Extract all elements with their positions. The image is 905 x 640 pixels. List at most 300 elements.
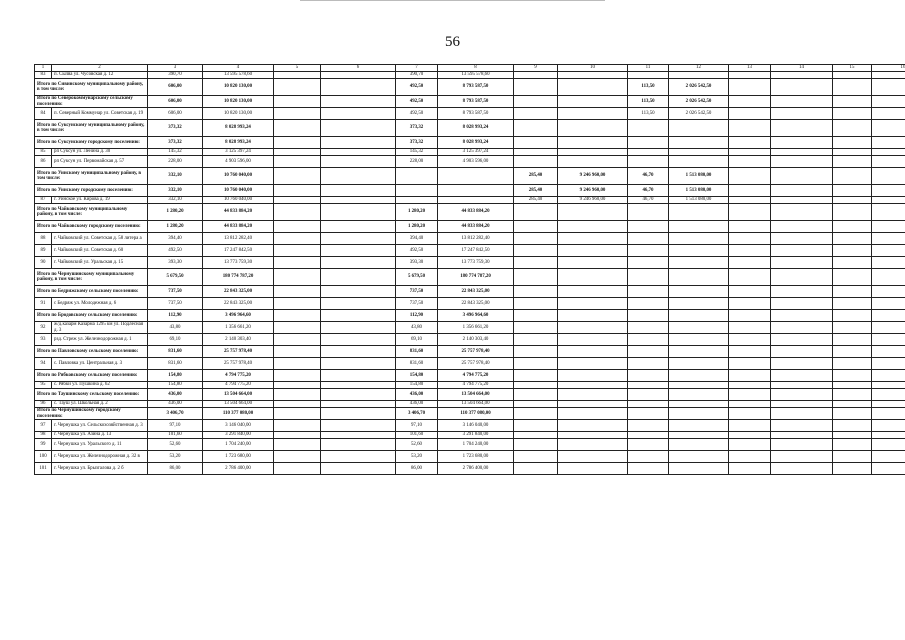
table-cell: 97,10	[396, 420, 438, 432]
table-cell	[274, 204, 321, 221]
table-cell: 9 246 960,00	[558, 185, 628, 197]
table-cell	[771, 420, 833, 432]
table-row	[35, 156, 905, 168]
table-cell	[669, 221, 729, 233]
table-cell	[833, 245, 872, 257]
table-cell	[274, 120, 321, 137]
table-cell	[833, 463, 872, 475]
table-cell	[872, 432, 905, 439]
table-cell: Итого по Уинскому муниципальному району, в том числе:	[35, 168, 148, 185]
table-row	[35, 72, 905, 79]
table-row	[35, 432, 905, 439]
table-cell	[729, 245, 771, 257]
table-cell: 1 280,20	[148, 221, 203, 233]
table-cell: 17 247 842,50	[438, 245, 514, 257]
table-cell: 3 496 964,60	[203, 310, 274, 322]
table-cell: 110 377 080,00	[438, 408, 514, 420]
table-cell	[833, 72, 872, 79]
table-cell	[771, 451, 833, 463]
table-cell	[833, 257, 872, 269]
table-cell: 393,30	[148, 257, 203, 269]
table-cell: 3 146 040,00	[438, 420, 514, 432]
table-cell	[771, 149, 833, 156]
table-cell	[274, 346, 321, 358]
table-cell	[558, 370, 628, 382]
table-cell: 8 028 993,24	[203, 120, 274, 137]
table-cell	[833, 204, 872, 221]
table-cell	[872, 286, 905, 298]
table-cell	[669, 322, 729, 334]
table-cell: 44 833 884,20	[203, 221, 274, 233]
table-cell: 85	[35, 149, 52, 156]
table-cell: 1 513 080,00	[669, 185, 729, 197]
subtotal-row	[35, 346, 905, 358]
header-cell: 14	[771, 65, 833, 72]
table-cell	[628, 346, 669, 358]
header-cell: 12	[669, 65, 729, 72]
table-cell	[321, 334, 396, 346]
table-cell	[771, 108, 833, 120]
table-cell	[729, 137, 771, 149]
table-cell	[729, 185, 771, 197]
table-cell	[771, 310, 833, 322]
table-cell	[514, 358, 558, 370]
table-cell	[872, 382, 905, 389]
table-cell: Итого по Сивинскому муниципальному району, в том числе:	[35, 79, 148, 96]
table-cell: 831,60	[148, 346, 203, 358]
table-cell: 97	[35, 420, 52, 432]
table-cell: 3 125 397,24	[438, 149, 514, 156]
table-cell: 96	[35, 401, 52, 408]
table-cell: Итого по Чернушинскому муниципальному району, в том числе:	[35, 269, 148, 286]
table-cell	[669, 420, 729, 432]
table-cell: г. Чернушка ул. Азина д. 13	[52, 432, 148, 439]
table-cell	[833, 310, 872, 322]
table-cell: 228,00	[396, 156, 438, 168]
table-cell	[321, 310, 396, 322]
table-cell	[833, 185, 872, 197]
table-cell: Итого по Павловскому сельскому поселению:	[35, 346, 148, 358]
table-cell: 154,80	[396, 370, 438, 382]
table-cell: 13 773 759,30	[438, 257, 514, 269]
table-cell	[833, 79, 872, 96]
table-cell: 69,10	[396, 334, 438, 346]
table-cell: 1 704 240,00	[203, 439, 274, 451]
table-cell	[514, 310, 558, 322]
table-cell	[872, 221, 905, 233]
table-cell: 3 406,70	[148, 408, 203, 420]
header-cell: 8	[438, 65, 514, 72]
table-cell: 17 247 842,50	[203, 245, 274, 257]
table-cell	[669, 432, 729, 439]
table-cell	[771, 269, 833, 286]
table-cell: Итого по Бедрижскому сельскому поселению:	[35, 286, 148, 298]
table-cell: 606,00	[148, 108, 203, 120]
table-cell	[558, 439, 628, 451]
table-cell: Итого по Чайковскому городскому поселению:	[35, 221, 148, 233]
table-cell	[771, 204, 833, 221]
subtotal-row	[35, 79, 905, 96]
table-cell: 436,00	[396, 389, 438, 401]
table-cell	[729, 197, 771, 204]
table-cell	[771, 334, 833, 346]
table-cell	[321, 420, 396, 432]
table-cell: 492,50	[396, 108, 438, 120]
table-cell	[872, 389, 905, 401]
table-cell	[771, 185, 833, 197]
table-cell	[321, 245, 396, 257]
table-cell: 4 794 775,20	[203, 382, 274, 389]
table-cell	[872, 439, 905, 451]
table-cell: 88	[35, 233, 52, 245]
table-cell: 285,40	[514, 185, 558, 197]
table-cell: 373,32	[148, 120, 203, 137]
table-cell	[558, 322, 628, 334]
table-cell	[514, 156, 558, 168]
table-cell: 1 723 680,00	[203, 451, 274, 463]
table-cell	[669, 72, 729, 79]
table-cell: г. Чайковский ул. Советская д. 60	[52, 245, 148, 257]
table-cell: 394,40	[396, 233, 438, 245]
table-cell: Итого по Чайковскому муниципальному району, в том числе:	[35, 204, 148, 221]
table-cell	[514, 322, 558, 334]
table-cell	[729, 408, 771, 420]
table-row	[35, 334, 905, 346]
table-cell: 8 028 993,24	[438, 137, 514, 149]
table-cell: 97,10	[148, 420, 203, 432]
table-cell	[321, 120, 396, 137]
table-cell	[729, 79, 771, 96]
table-cell: 373,32	[396, 120, 438, 137]
table-cell	[514, 401, 558, 408]
table-cell	[321, 257, 396, 269]
table-cell	[396, 168, 438, 185]
header-cell: 3	[148, 65, 203, 72]
table-cell	[729, 382, 771, 389]
table-cell	[321, 298, 396, 310]
table-cell	[321, 451, 396, 463]
table-cell	[833, 221, 872, 233]
table-cell: 180 774 787,20	[203, 269, 274, 286]
table-cell: 13 504 664,00	[438, 389, 514, 401]
table-cell	[771, 96, 833, 108]
table-row	[35, 233, 905, 245]
table-cell	[321, 137, 396, 149]
table-cell: 69,10	[148, 334, 203, 346]
table-cell: 737,50	[396, 286, 438, 298]
table-cell	[771, 221, 833, 233]
table-cell	[729, 370, 771, 382]
table-cell	[729, 120, 771, 137]
table-cell	[628, 149, 669, 156]
table-cell: 2 026 542,50	[669, 96, 729, 108]
header-cell: 16	[872, 65, 905, 72]
table-cell	[628, 451, 669, 463]
table-cell: 831,60	[396, 346, 438, 358]
table-cell	[872, 108, 905, 120]
table-cell: 10 760 040,00	[203, 197, 274, 204]
table-cell	[872, 451, 905, 463]
table-cell: 110 377 080,00	[203, 408, 274, 420]
table-cell	[729, 420, 771, 432]
table-cell	[558, 310, 628, 322]
table-cell	[872, 197, 905, 204]
table-cell	[628, 72, 669, 79]
table-cell	[771, 463, 833, 475]
table-cell	[628, 420, 669, 432]
table-cell: 393,30	[396, 257, 438, 269]
table-cell	[321, 185, 396, 197]
table-cell	[558, 286, 628, 298]
table-cell: Итого по Бродовскому сельскому поселению:	[35, 310, 148, 322]
table-cell	[771, 346, 833, 358]
table-cell: 87	[35, 197, 52, 204]
table-cell: 101	[35, 463, 52, 475]
table-cell	[669, 439, 729, 451]
table-cell	[558, 432, 628, 439]
table-cell: г. Чернушка ул. Сельскохозяйственная д. 3	[52, 420, 148, 432]
table-cell	[514, 334, 558, 346]
table-cell	[321, 389, 396, 401]
table-cell	[729, 432, 771, 439]
table-cell	[872, 269, 905, 286]
table-row	[35, 108, 905, 120]
table-cell: 25 757 978,40	[203, 346, 274, 358]
table-cell	[628, 221, 669, 233]
table-cell: 3 291 840,00	[438, 432, 514, 439]
table-cell: 737,50	[148, 298, 203, 310]
table-cell	[558, 233, 628, 245]
table-cell: 10 760 040,00	[203, 168, 274, 185]
table-cell	[274, 168, 321, 185]
table-cell: 3 146 040,00	[203, 420, 274, 432]
table-cell	[514, 120, 558, 137]
table-cell: 1 704 240,00	[438, 439, 514, 451]
table-cell	[514, 72, 558, 79]
table-cell: г. Уинское ул. Кирова д. 19	[52, 197, 148, 204]
table-cell: 43,80	[148, 322, 203, 334]
table-cell: 86,00	[148, 463, 203, 475]
table-cell	[771, 370, 833, 382]
table-cell	[274, 156, 321, 168]
table-cell: 112,90	[396, 310, 438, 322]
table-cell	[558, 269, 628, 286]
table-cell	[274, 185, 321, 197]
table-cell	[771, 401, 833, 408]
table-cell: 606,00	[148, 96, 203, 108]
table-cell: 10 820 130,00	[203, 79, 274, 96]
table-cell: Итого по Чернушинскому городскому поселению:	[35, 408, 148, 420]
table-cell	[321, 286, 396, 298]
table-cell	[321, 197, 396, 204]
table-cell	[833, 334, 872, 346]
table-cell	[729, 221, 771, 233]
table-cell	[872, 298, 905, 310]
table-cell	[321, 408, 396, 420]
table-row	[35, 439, 905, 451]
table-cell	[628, 322, 669, 334]
table-cell	[274, 420, 321, 432]
table-cell: 89	[35, 245, 52, 257]
table-cell	[321, 221, 396, 233]
table-cell	[274, 310, 321, 322]
table-cell	[321, 168, 396, 185]
table-cell: 22 843 325,00	[203, 298, 274, 310]
table-cell: 228,00	[148, 156, 203, 168]
header-row	[35, 65, 905, 72]
table-cell	[628, 269, 669, 286]
subtotal-row	[35, 221, 905, 233]
table-cell: 99	[35, 439, 52, 451]
table-cell: 113,50	[628, 96, 669, 108]
table-cell	[628, 233, 669, 245]
table-cell: 4 794 775,20	[438, 370, 514, 382]
table-cell	[558, 298, 628, 310]
table-cell	[872, 149, 905, 156]
top-edge-line	[300, 0, 605, 1]
page-number: 56	[445, 34, 460, 50]
table-cell: 1 356 661,20	[438, 322, 514, 334]
table-cell	[669, 408, 729, 420]
table-cell: 53,20	[148, 451, 203, 463]
table-cell	[321, 370, 396, 382]
table-cell	[833, 432, 872, 439]
table-cell	[729, 451, 771, 463]
table-cell: 86	[35, 156, 52, 168]
table-cell	[628, 408, 669, 420]
table-cell: 831,60	[148, 358, 203, 370]
table-cell	[396, 197, 438, 204]
table-cell: Итого по Уинскому городскому поселению:	[35, 185, 148, 197]
table-cell	[558, 334, 628, 346]
table-cell	[771, 233, 833, 245]
table-cell: 100	[35, 451, 52, 463]
table-cell: 25 757 978,40	[438, 346, 514, 358]
table-cell: 8 793 587,50	[438, 96, 514, 108]
table-cell: Итого по Северокоммунарскому сельскому поселению:	[35, 96, 148, 108]
table-cell	[771, 79, 833, 96]
table-cell: 101,60	[148, 432, 203, 439]
table-cell: Итого по Суксунскому городскому поселению:	[35, 137, 148, 149]
table-cell	[514, 382, 558, 389]
table-cell: 1 280,20	[396, 204, 438, 221]
table-cell: с Бедряж ул. Молодежная д. 6	[52, 298, 148, 310]
table-cell: с. Тауш ул. Школьная д. 2	[52, 401, 148, 408]
table-cell	[438, 185, 514, 197]
table-cell	[321, 233, 396, 245]
subtotal-row	[35, 286, 905, 298]
table-cell: 180 774 787,20	[438, 269, 514, 286]
table-row	[35, 298, 905, 310]
table-row	[35, 257, 905, 269]
table-cell	[833, 149, 872, 156]
table-cell	[729, 401, 771, 408]
table-cell	[274, 137, 321, 149]
table-cell	[274, 269, 321, 286]
table-cell: 145,32	[148, 149, 203, 156]
table-cell	[872, 334, 905, 346]
header-cell: 2	[52, 65, 148, 72]
table-row	[35, 149, 905, 156]
table-cell: 390,70	[148, 72, 203, 79]
table-cell: с. Рябки ул. Пушкина д. 62	[52, 382, 148, 389]
table-cell	[321, 72, 396, 79]
table-cell: 492,50	[148, 245, 203, 257]
table-cell: Итого по Рябковскому сельскому поселению:	[35, 370, 148, 382]
table-cell	[321, 439, 396, 451]
table-cell	[833, 451, 872, 463]
table-cell: 10 820 130,00	[203, 96, 274, 108]
table-cell	[669, 233, 729, 245]
table-cell	[833, 108, 872, 120]
table-cell	[771, 120, 833, 137]
table-cell: 46,70	[628, 197, 669, 204]
table-cell	[729, 346, 771, 358]
table-cell	[558, 420, 628, 432]
table-cell	[321, 156, 396, 168]
table-cell	[833, 137, 872, 149]
table-cell	[872, 358, 905, 370]
table-cell: 13 595 578,60	[438, 72, 514, 79]
table-cell: 13 504 664,00	[203, 389, 274, 401]
table-cell	[729, 322, 771, 334]
table-cell	[321, 346, 396, 358]
table-cell: 492,50	[396, 245, 438, 257]
table-cell	[669, 401, 729, 408]
table-cell	[669, 245, 729, 257]
table-cell	[669, 137, 729, 149]
table-cell	[438, 168, 514, 185]
table-cell	[833, 322, 872, 334]
table-cell	[321, 401, 396, 408]
table-cell	[729, 149, 771, 156]
table-cell: 3 496 964,60	[438, 310, 514, 322]
table-cell: 4 903 596,00	[203, 156, 274, 168]
table-cell	[274, 334, 321, 346]
table-cell: 737,50	[148, 286, 203, 298]
table-cell	[558, 245, 628, 257]
table-cell	[669, 463, 729, 475]
table-cell	[669, 269, 729, 286]
table-cell: рп Суксун ул. Первомайская д. 57	[52, 156, 148, 168]
table-cell	[729, 334, 771, 346]
table-cell: 86,00	[396, 463, 438, 475]
table-cell	[669, 358, 729, 370]
table-cell	[771, 382, 833, 389]
table-cell	[628, 389, 669, 401]
table-cell: 394,40	[148, 233, 203, 245]
table-cell: 332,10	[148, 185, 203, 197]
table-cell	[771, 322, 833, 334]
table-row	[35, 463, 905, 475]
table-cell	[669, 120, 729, 137]
table-cell	[729, 156, 771, 168]
table-cell	[321, 432, 396, 439]
table-cell	[514, 389, 558, 401]
table-cell: 2 786 400,00	[438, 463, 514, 475]
table-cell	[558, 346, 628, 358]
table-cell: 25 757 978,40	[203, 358, 274, 370]
table-cell: 2 786 400,00	[203, 463, 274, 475]
table-cell: 154,80	[148, 382, 203, 389]
table-cell: 46,70	[628, 168, 669, 185]
table-cell: 22 843 325,00	[438, 286, 514, 298]
table-cell: 13 773 759,30	[203, 257, 274, 269]
header-cell: 6	[321, 65, 396, 72]
header-cell: 7	[396, 65, 438, 72]
table-cell: 606,00	[148, 79, 203, 96]
table-cell	[321, 269, 396, 286]
